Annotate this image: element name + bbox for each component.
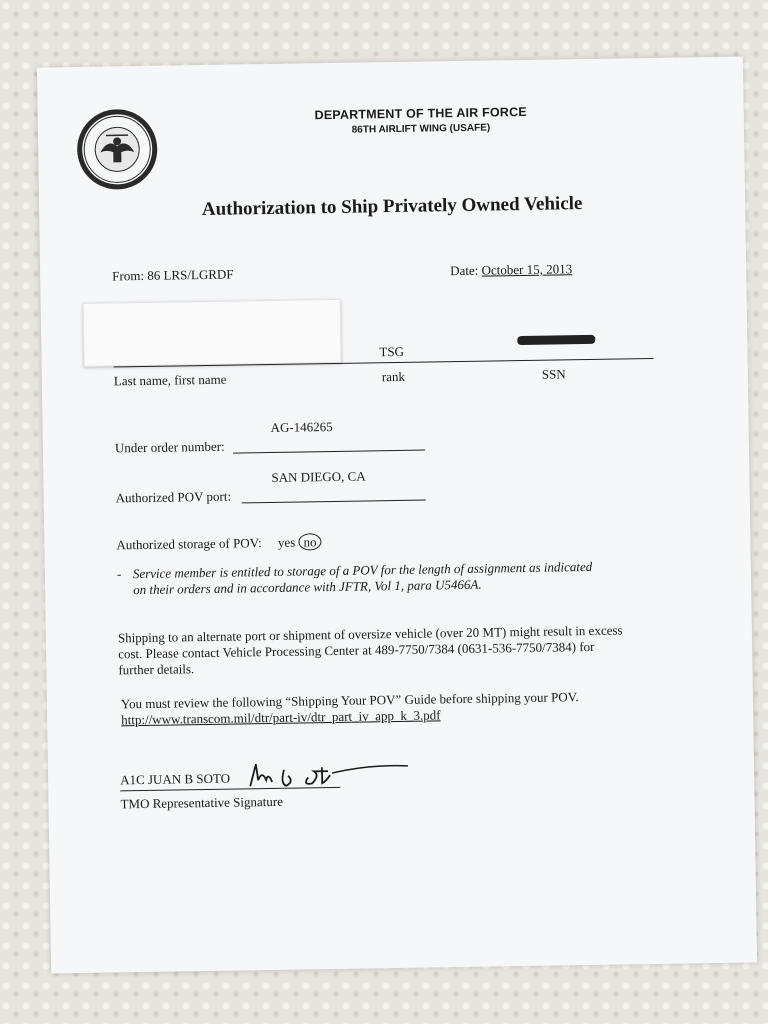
note-bullet: - [116,566,122,582]
date-value: October 15, 2013 [481,261,573,278]
department-heading: DEPARTMENT OF THE AIR FORCE [314,104,527,123]
date-label: Date: [450,262,479,279]
date-row [450,261,572,279]
name-label: Last name, first name [113,371,227,389]
storage-note [133,558,653,598]
shipping-notice-line-3: further details. [118,661,195,678]
from-label: From: [112,267,145,284]
storage-label: Authorized storage of POV: [116,535,262,553]
order-value: AG-146265 [270,418,333,435]
ssn-redaction [517,335,595,345]
rank-label: rank [381,368,406,385]
guide-text: You must review the following “Shipping Your POV” Guide before shipping your POV. [120,689,579,712]
signature-label: TMO Representative Signature [120,793,284,812]
rank-value: TSG [379,343,405,360]
from-row [112,267,234,285]
port-line [242,500,426,504]
shipping-notice-line-1: Shipping to an alternate port or shipment of oversize vehicle (over 20 MT) might result in excess [117,622,623,646]
port-value: SAN DIEGO, CA [271,468,366,485]
guide-link[interactable]: http://www.transcom.mil/dtr/part-iv/dtr_part_iv_app_k_3.pdf [121,707,441,728]
signer-name: A1C JUAN B SOTO [120,770,231,788]
shipping-notice [118,622,679,679]
order-line [233,450,425,454]
name-redaction [83,299,342,367]
shipping-notice-line-2: cost. Please contact Vehicle Processing Center at 489-7750/7384 (0631-536-7750/7384) for [118,638,595,662]
storage-note-line-2: on their orders and in accordance with JFTR, Vol 1, para U5466A. [133,576,482,598]
ssn-label: SSN [541,366,566,382]
storage-yes: yes [277,534,296,550]
from-value: 86 LRS/LGRDF [147,266,234,283]
unit-subheading: 86TH AIRLIFT WING (USAFE) [351,122,491,136]
storage-no-circled: no [298,533,321,550]
document-page [37,57,757,974]
port-label: Authorized POV port: [115,488,232,506]
order-label: Under order number: [114,438,225,456]
storage-row [116,533,321,553]
storage-note-line-1: Service member is entitled to storage of a POV for the length of assignment as indicated [132,558,593,582]
page-title: Authorization to Ship Privately Owned Vehicle [201,193,583,221]
